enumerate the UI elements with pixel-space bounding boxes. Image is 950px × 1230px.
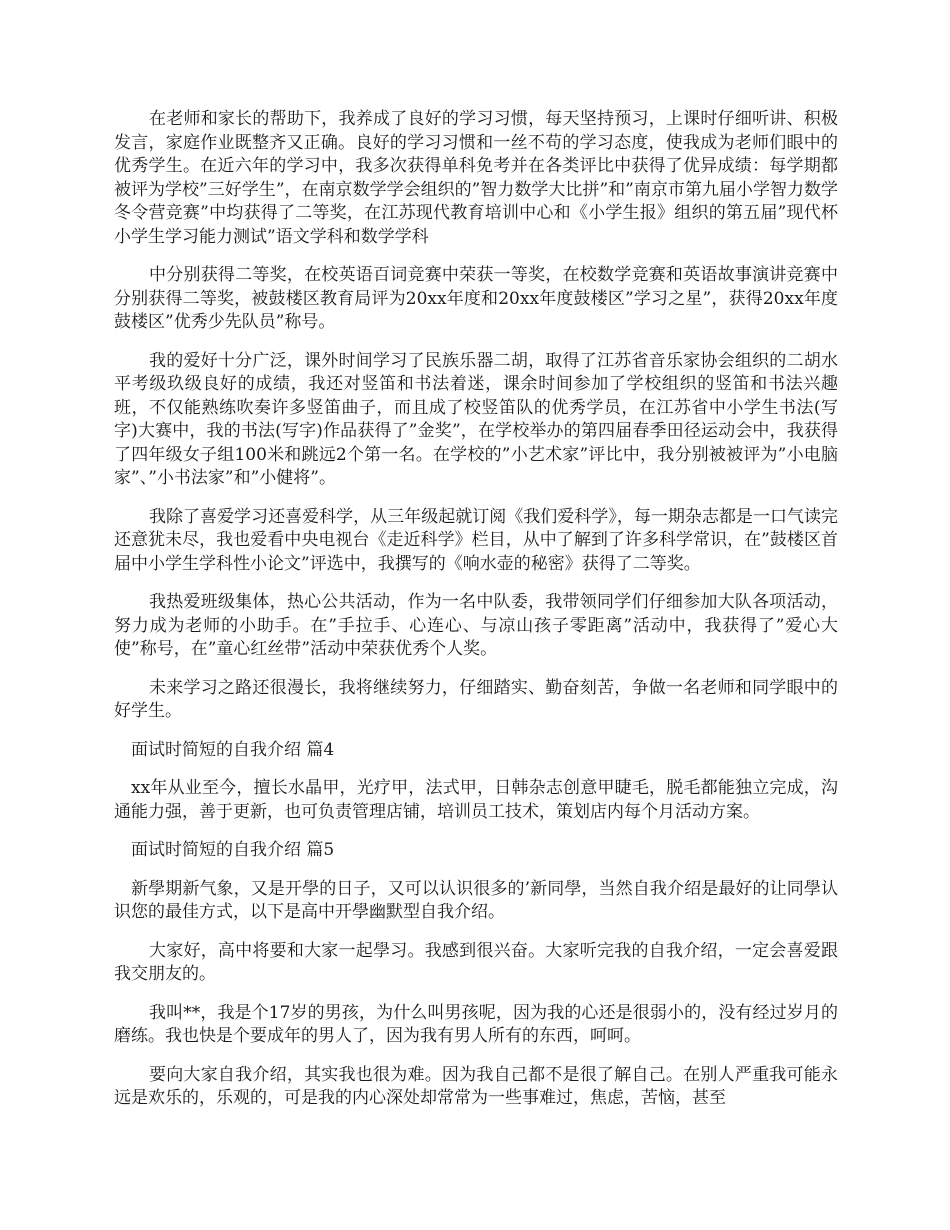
section-heading-5: 面试时简短的自我介绍 篇5 — [131, 840, 335, 860]
paragraph-study-habits: 在老师和家长的帮助下，我养成了良好的学习习惯，每天坚持预习，上课时仔细听讲、积极发言，家庭作业既整齐又正确。良好的学习习惯和一丝不苟的学习态度，使我成为老师们眼中的优秀学生。在近六年的学习中，我多次获得单科免考并在各类评比中获得了优异成绩：每学期都被评为学校”三好学生”，在南京数学学会组织的”智力数学大比拼”和”南京市第九届小学智力数学冬令营竞赛”中均获得了二等奖，在江苏现代教育培训中心和《小学生报》组织的第五届”现代杯小学生学习能力测试”语文学科和数学学科 — [114, 109, 838, 247]
paragraph-awards: 中分别获得二等奖，在校英语百词竞赛中荣获一等奖，在校数学竞赛和英语故事演讲竞赛中分别获得二等奖，被鼓楼区教育局评为20xx年度和20xx年度鼓楼区”学习之星”，获得20xx年度鼓楼区”优秀少先队员”称号。 — [114, 265, 838, 332]
section-heading-4: 面试时简短的自我介绍 篇4 — [131, 739, 335, 760]
paragraph-self-reflection: 要向大家自我介绍，其实我也很为难。因为我自己都不是很了解自己。在别人严重我可能永远是欢乐的，乐观的，可是我的内心深处却常常为一些事难过，焦虑，苦恼，甚至 — [114, 1064, 838, 1108]
document-page — [114, 108, 838, 1126]
paragraph-new-semester: 新學期新气象，又是开學的日子，又可以认识很多的’新同學，当然自我介绍是最好的让同學认识您的最佳方式，以下是高中开學幽默型自我介绍。 — [114, 878, 838, 922]
paragraph-future: 未来学习之路还很漫长，我将继续努力，仔细踏实、勤奋刻苦，争做一名老师和同学眼中的好学生。 — [114, 677, 838, 721]
paragraph-hobbies: 我的爱好十分广泛，课外时间学习了民族乐器二胡，取得了江苏省音乐家协会组织的二胡水平考级玖级良好的成绩，我还对竖笛和书法着迷，课余时间参加了学校组织的竖笛和书法兴趣班，不仅能熟练吹奏许多竖笛曲子，而且成了校竖笛队的优秀学员，在江苏省中小学生书法(写字)大赛中，我的书法(写字)作品获得了”金奖”，在学校举办的第四届春季田径运动会中，我获得了四年级女子组100米和跳远2个第一名。在学校的”小艺术家”评比中，我分别被被评为”小电脑家”、”小书法家”和”小健将”。 — [114, 350, 838, 488]
paragraph-greeting: 大家好，高中将要和大家一起學习。我感到很兴奋。大家听完我的自我介绍，一定会喜爱跟我交朋友的。 — [114, 940, 838, 984]
paragraph-nail-experience: xx年从业至今，擅长水晶甲，光疗甲，法式甲，日韩杂志创意甲睫毛，脱毛都能独立完成，沟通能力强，善于更新，也可负责管理店铺，培训员工技术，策划店内每个月活动方案。 — [114, 778, 838, 822]
paragraph-self-name: 我叫**，我是个17岁的男孩，为什么叫男孩呢，因为我的心还是很弱小的，没有经过岁月的磨练。我也快是个要成年的男人了，因为我有男人所有的东西，呵呵。 — [114, 1002, 838, 1046]
paragraph-class-activities: 我热爱班级集体，热心公共活动，作为一名中队委，我带领同学们仔细参加大队各项活动，努力成为老师的小助手。在”手拉手、心连心、与凉山孩子零距离”活动中，我获得了”爱心大使”称号，在”童心红丝带”活动中荣获优秀个人奖。 — [114, 592, 838, 659]
paragraph-science: 我除了喜爱学习还喜爱科学，从三年级起就订阅《我们爱科学》，每一期杂志都是一口气读完还意犹未尽，我也爱看中央电视台《走近科学》栏目，从中了解到了许多科学常识，在”鼓楼区首届中小学生学科性小论文”评选中，我撰写的《响水壶的秘密》获得了二等奖。 — [114, 506, 838, 574]
